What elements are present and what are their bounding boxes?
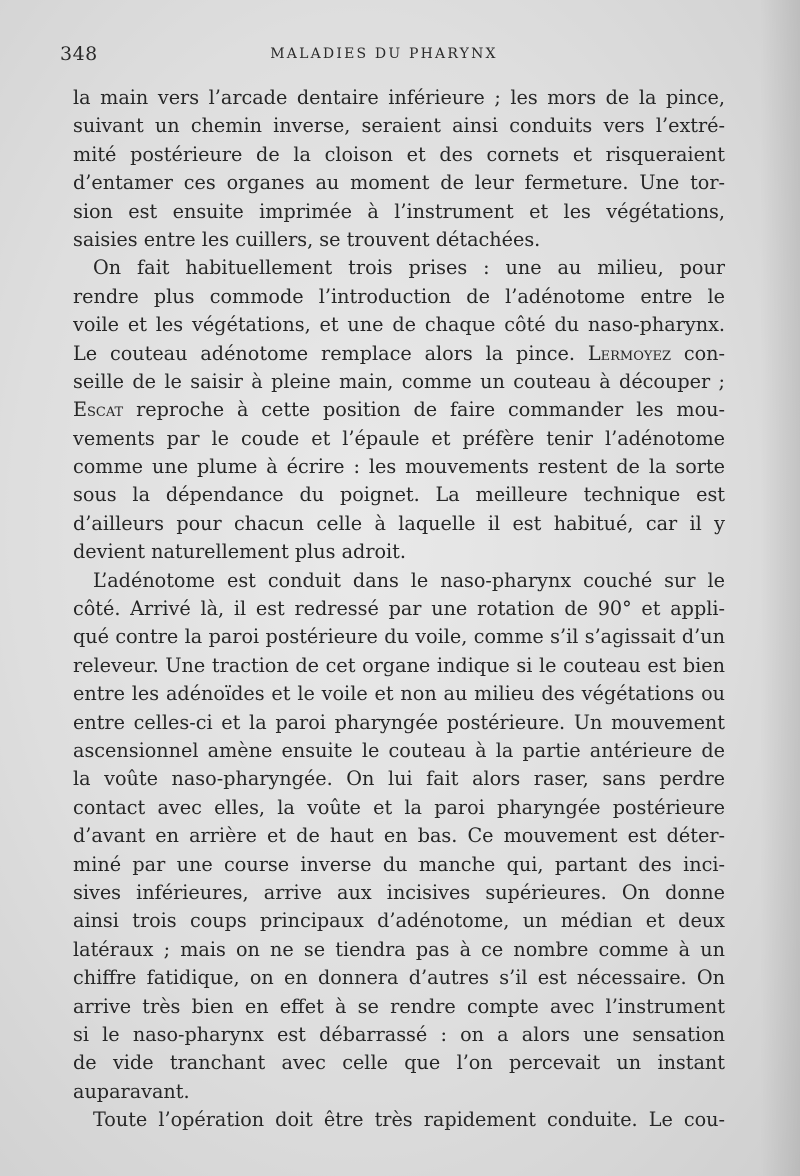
text-line: suivant un chemin inverse, seraient ainsi conduits vers l’extré-: [73, 114, 725, 138]
text-line: latéraux ; mais on ne se tiendra pas à ce nombre comme à un: [73, 937, 725, 961]
author-name-lermoyez: Lermoyez: [587, 341, 671, 365]
text-line: sion est ensuite imprimée à l’instrument et les végétations,: [73, 199, 725, 223]
text-line: On fait habituellement trois prises : une au milieu, pour: [93, 256, 725, 280]
text-line-with-name: [73, 340, 725, 368]
text-line: sous la dépendance du poignet. La meilleure technique est: [73, 483, 725, 507]
text-line: de vide tranchant avec celle que l’on percevait un instant: [73, 1051, 725, 1075]
text-line: côté. Arrivé là, il est redressé par une rotation de 90° et appli-: [73, 597, 725, 621]
text-line: comme une plume à écrire : les mouvements restent de la sorte: [73, 455, 725, 479]
text-line: chiffre fatidique, on en donnera d’autres s’il est nécessaire. On: [73, 966, 725, 990]
text-line: vements par le coude et l’épaule et préfère tenir l’adénotome: [73, 426, 725, 450]
text-line: miné par une course inverse du manche qui, partant des inci-: [73, 852, 725, 876]
text-line: la voûte naso-pharyngée. On lui fait alors raser, sans perdre: [73, 767, 725, 791]
text-line: releveur. Une traction de cet organe indique si le couteau est bien: [73, 653, 725, 677]
text-line: d’avant en arrière et de haut en bas. Ce mouvement est déter-: [73, 824, 725, 848]
text-line: L’adénotome est conduit dans le naso-pharynx couché sur le: [93, 568, 725, 592]
text-line: ascensionnel amène ensuite le couteau à la partie antérieure de: [73, 738, 725, 762]
text-line: la main vers l’arcade dentaire inférieure ; les mors de la pince,: [73, 86, 725, 109]
text-line: entre les adénoïdes et le voile et non au milieu des végétations ou: [73, 682, 725, 706]
text-line: rendre plus commode l’introduction de l’adénotome entre le: [73, 284, 725, 308]
text-line: mité postérieure de la cloison et des cornets et risqueraient: [73, 142, 725, 166]
text-line: auparavant.: [73, 1079, 190, 1103]
text-line: entre celles-ci et la paroi pharyngée postérieure. Un mouvement: [73, 710, 725, 734]
text-line: d’entamer ces organes au moment de leur fermeture. Une tor-: [73, 171, 725, 195]
text-line: d’ailleurs pour chacun celle à laquelle il est habitué, car il y: [73, 511, 725, 535]
text-line: Toute l’opération doit être très rapidement conduite. Le cou-: [93, 1108, 725, 1132]
text-line: devient naturellement plus adroit.: [73, 540, 406, 564]
text-line: contact avec elles, la voûte et la paroi pharyngée postérieure: [73, 795, 725, 819]
text-line: si le naso-pharynx est débarrassé : on a alors une sensation: [73, 1022, 725, 1046]
text-line: voile et les végétations, et une de chaque côté du naso-pharynx.: [73, 313, 725, 337]
text-line: arrive très bien en effet à se rendre compte avec l’instrument: [73, 994, 725, 1018]
text-line: seille de le saisir à pleine main, comme un couteau à découper ;: [73, 369, 725, 393]
text-line: sives inférieures, arrive aux incisives supérieures. On donne: [73, 880, 725, 904]
text-fragment: con-: [683, 341, 725, 365]
author-name-escat: Escat: [73, 398, 124, 422]
running-title: MALADIES DU PHARYNX: [270, 46, 498, 62]
text-fragment: reproche à cette position de faire commander les mou-: [136, 398, 725, 422]
text-fragment: Le couteau adénotome remplace alors la pince.: [73, 341, 576, 365]
text-line: qué contre la paroi postérieure du voile, comme s’il s’agissait d’un: [73, 625, 725, 649]
page-number: 348: [60, 43, 98, 65]
text-line: ainsi trois coups principaux d’adénotome, un médian et deux: [73, 909, 725, 933]
page-header: [60, 43, 708, 71]
text-line-with-name: [73, 396, 725, 424]
body-text: [73, 84, 725, 1134]
text-line: saisies entre les cuillers, se trouvent détachées.: [73, 227, 541, 251]
